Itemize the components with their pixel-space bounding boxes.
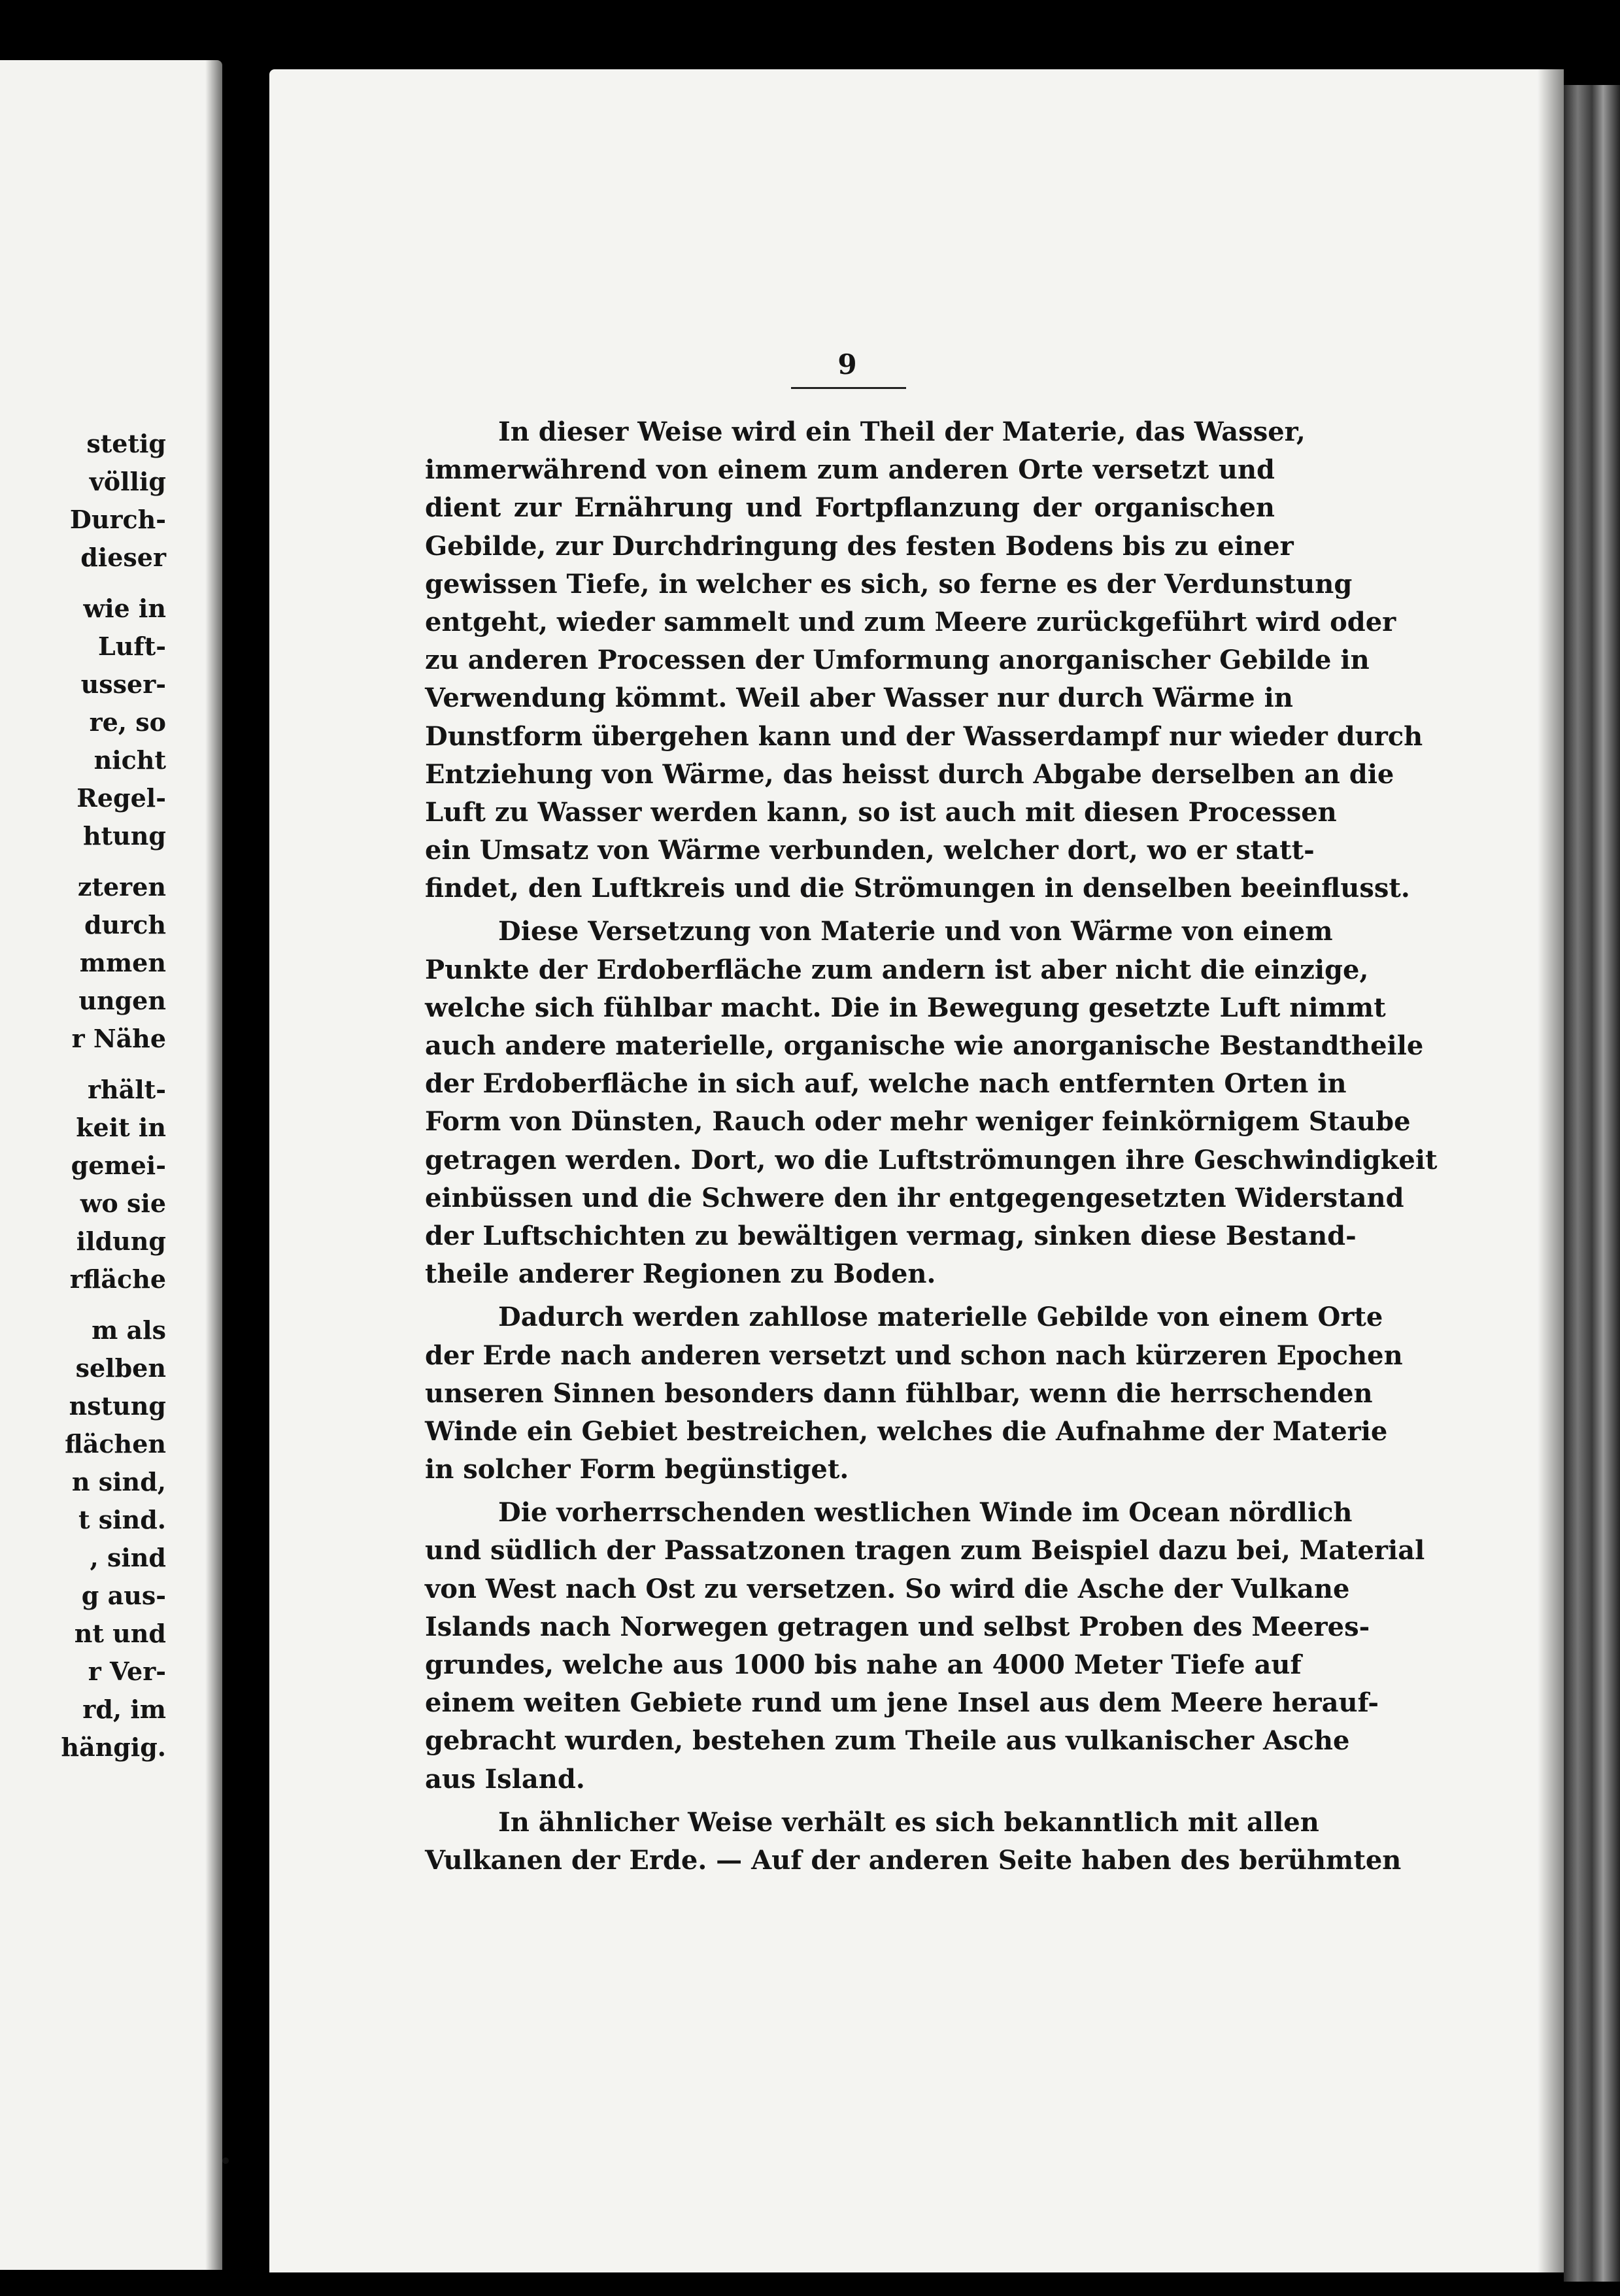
left-page-fragment: rd, im [82,1695,166,1724]
text-line: Luft zu Wasser werden kann, so ist auch mit diesen Processen [425,796,1337,828]
text-line: Punkte der Erdoberfläche zum andern ist aber nicht die einzige, [425,954,1369,985]
left-page-fragment: mmen [79,948,166,977]
left-page-fragment: Durch- [69,505,166,534]
paragraph-gap [425,1293,1275,1298]
text-line: Islands nach Norwegen getragen und selbst Proben des Meeres- [425,1611,1370,1642]
text-line: Vulkanen der Erde. — Auf der anderen Seite haben des berühmten [425,1844,1402,1876]
left-page-fragment: nicht [93,745,166,775]
left-page-fragment: Regel- [76,783,166,813]
left-page-fragment [0,1298,166,1311]
left-page-text-fragments [0,425,222,1766]
text-line: der Erde nach anderen versetzt und schon nach kürzeren Epochen [425,1340,1403,1371]
text-line: einbüssen und die Schwere den ihr entgegengesetzten Widerstand [425,1182,1404,1213]
left-page-fragment: usser- [80,669,166,699]
left-page-fragment [0,1058,166,1071]
text-line: gewissen Tiefe, in welcher es sich, so ferne es der Verdunstung [425,568,1353,599]
text-line: aus Island. [425,1763,585,1795]
left-page-fragment: keit in [76,1113,166,1142]
left-page-fragment: nstung [69,1391,166,1421]
text-line: dient zur Ernährung und Fortpflanzung der organischen [425,492,1275,524]
left-page-fragment: stetig [86,429,166,458]
text-line: in solcher Form begünstiget. [425,1454,849,1485]
paragraph [425,1298,1403,1489]
left-page-fragment: n sind, [71,1467,166,1496]
left-page-fragment: wo sie [80,1189,166,1218]
text-line: immerwährend von einem zum anderen Orte versetzt und [425,454,1275,486]
text-line: der Luftschichten zu bewältigen vermag, sinken diese Bestand- [425,1220,1357,1251]
paragraph-gap [425,1798,1275,1804]
text-line: und südlich der Passatzonen tragen zum Beispiel dazu bei, Material [425,1535,1425,1566]
page-number: 9 [837,348,857,380]
text-line: Winde ein Gebiet bestreichen, welches die Aufnahme der Materie [425,1415,1388,1447]
text-line: grundes, welche aus 1000 bis nahe an 4000 Meter Tiefe auf [425,1649,1302,1680]
left-page-fragment: flächen [65,1429,166,1459]
left-page-fragment: ungen [78,986,166,1015]
left-page-fragment: ildung [76,1226,166,1256]
text-line: Die vorherrschenden westlichen Winde im Ocean nördlich [498,1497,1353,1528]
text-line: In dieser Weise wird ein Theil der Materie, das Wasser, [498,416,1306,447]
left-page-fragment: völlig [89,467,166,496]
left-page-fragment: r Nähe [71,1024,166,1053]
left-page-fragment: wie in [83,594,166,623]
left-page-fragment [0,577,166,590]
text-line: auch andere materielle, organische wie anorganische Bestandtheile [425,1030,1424,1061]
text-line: Verwendung kömmt. Weil aber Wasser nur durch Wärme in [425,683,1293,714]
paragraph [425,1494,1425,1798]
text-line: Dadurch werden zahllose materielle Gebilde von einem Orte [498,1302,1383,1333]
left-page-fragment: m als [92,1315,166,1345]
text-line: zu anderen Processen der Umformung anorganischer Gebilde in [425,645,1370,676]
text-line: einem weiten Gebiete rund um jene Insel aus dem Meere herauf- [425,1687,1379,1719]
left-page-fragment: Luft- [97,632,166,661]
text-line: welche sich fühlbar macht. Die in Bewegung gesetzte Luft nimmt [425,992,1386,1023]
text-line: ein Umsatz von Wärme verbunden, welcher dort, wo er statt- [425,835,1315,866]
paragraph [425,913,1438,1293]
left-page-fragment: t sind. [78,1505,166,1534]
left-page-fragment: rfläche [69,1264,166,1294]
body-text [425,413,1438,1880]
left-page-fragment: durch [84,910,166,939]
text-line: Entziehung von Wärme, das heisst durch Abgabe derselben an die [425,758,1394,790]
text-line: Gebilde, zur Durchdringung des festen Bodens bis zu einer [425,530,1294,562]
paragraph-gap [425,1489,1275,1494]
left-page-fragment: gemei- [71,1151,166,1180]
left-page-fragment: rhält- [87,1075,166,1104]
paragraph [425,1804,1402,1880]
text-line: von West nach Ost zu versetzen. So wird die Asche der Vulkane [425,1573,1350,1604]
left-page-fragment: r Ver- [88,1657,166,1686]
left-page-gutter-shadow [205,60,222,2270]
left-page-fragment: g aus- [81,1581,166,1610]
right-page-edge-shadow [1538,69,1564,2272]
left-page [0,60,222,2270]
left-page-fragment: nt und [74,1619,166,1648]
text-line: In ähnlicher Weise verhält es sich bekanntlich mit allen [498,1806,1319,1838]
text-line: Form von Dünsten, Rauch oder mehr weniger feinkörnigem Staube [425,1106,1411,1138]
left-page-fragment: htung [82,821,166,851]
paragraph [425,413,1423,907]
page-number-rule [791,387,906,389]
text-line: entgeht, wieder sammelt und zum Meere zurückgeführt wird oder [425,606,1396,637]
book-spine-edge [1564,85,1620,2282]
left-page-fragment: re, so [89,707,166,737]
text-line: unseren Sinnen besonders dann fühlbar, wenn die herrschenden [425,1377,1373,1409]
left-page-fragment: dieser [80,543,166,572]
left-page-fragment [0,855,166,868]
text-line: der Erdoberfläche in sich auf, welche nach entfernten Orten in [425,1068,1347,1100]
left-page-fragment: selben [75,1353,166,1383]
paragraph-gap [425,907,1275,913]
text-line: theile anderer Regionen zu Boden. [425,1258,936,1290]
left-page-fragment: , sind [90,1543,166,1572]
text-line: Diese Versetzung von Materie und von Wärme von einem [498,916,1333,947]
ink-speck [222,2157,229,2164]
text-line: getragen werden. Dort, wo die Luftströmungen ihre Geschwindigkeit [425,1144,1438,1175]
text-line: gebracht wurden, bestehen zum Theile aus vulkanischer Asche [425,1725,1350,1757]
left-page-fragment: zteren [77,872,166,902]
left-page-fragment: hängig. [61,1732,166,1762]
text-line: Dunstform übergehen kann und der Wasserdampf nur wieder durch [425,720,1423,752]
text-line: findet, den Luftkreis und die Strömungen in denselben beeinflusst. [425,873,1410,904]
